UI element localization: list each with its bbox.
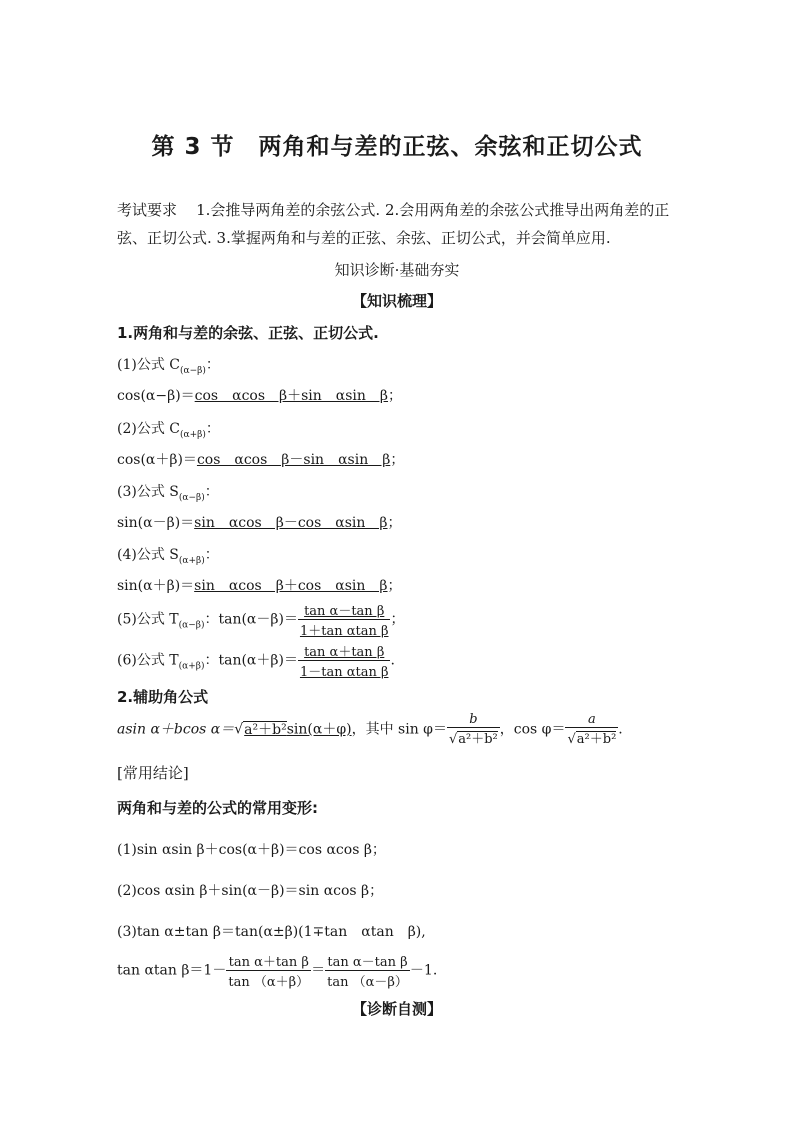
item1-heading: 1.两角和与差的余弦、正弦、正切公式. — [117, 324, 379, 342]
requirements-text: 1.会推导两角差的余弦公式. 2.会用两角差的余弦公式推导出两角差的正弦、正切公式. 3.掌握两角和与差的正弦、余弦、正切公式，并会简单应用. — [117, 201, 670, 247]
section-heading: 知识诊断·基础夯实 — [334, 261, 460, 279]
variant-4-fraction-1: $\frac{\text{tan α＋tan β}}{\tan (\alpha+\beta)}$ — [226, 951, 311, 990]
formula-s-minus: sin(α－β)＝sin αcos β－cos αsin β； — [117, 515, 402, 531]
t-plus-fraction: $\frac{\text{tan α＋tan β}}{\text{1－tan αtan β}}$ — [298, 641, 391, 680]
formula-t-plus: (6)公式 $T_{(\alpha+\beta)}$：tan(α＋β)＝ $\frac{\text{tan α＋tan β}}{\text{1－tan αtan β}}$ . — [117, 641, 395, 680]
formula-t-minus: (5)公式 $T_{(\alpha-\beta)}$：tan(α－β)＝ $\frac{\text{tan α－tan β}}{\text{1＋tan αtan β}}$ ； — [117, 600, 404, 639]
variant-4: tan αtan β＝1－ $\frac{\text{tan α＋tan β}}{\tan (\alpha+\beta)}$ ＝ $\frac{\text{tan α－tan β}}{\tan (\alpha-\beta)}$ －1. — [117, 951, 437, 990]
formula-c-minus: cos(α−β)＝cos αcos β＋sin αsin β； — [117, 388, 403, 404]
variant-1: (1)sin αsin β＋cos(α＋β)＝cos αcos β； — [117, 842, 386, 858]
formula-c-plus: cos(α＋β)＝cos αcos β－sin αsin β； — [117, 452, 405, 468]
formula-c-plus-label: (2)公式 $C_{(\alpha+\beta)}$： — [117, 421, 220, 440]
t-minus-fraction: $\frac{\text{tan α－tan β}}{\text{1＋tan αtan β}}$ — [298, 600, 391, 639]
knowledge-heading: 【知识梳理】 — [351, 292, 442, 310]
formula-s-minus-label: (3)公式 $S_{(\alpha-\beta)}$： — [117, 484, 219, 503]
variant-2: (2)cos αsin β＋sin(α－β)＝sin αcos β； — [117, 883, 384, 899]
aux-sin-fraction: $\frac{b}{\text{√a²＋b²}}$ — [448, 712, 498, 747]
aux-angle-formula: asin α＋bcos α＝√a²＋b²sin(α＋φ)，其中 sin φ＝ $\frac{b}{\text{√a²＋b²}}$ ，cos φ＝ $\frac{a}{\text{√a²＋b²}}$ . — [117, 712, 623, 747]
variant-4-fraction-2: $\frac{\text{tan α－tan β}}{\tan (\alpha-\beta)}$ — [325, 951, 410, 990]
formula-s-plus-label: (4)公式 $S_{(\alpha+\beta)}$： — [117, 547, 219, 566]
sqrt-sign: √ — [234, 721, 244, 738]
variant-3: (3)tan α±tan β＝tan(α±β)(1∓tan αtan β), — [117, 924, 426, 940]
item2-heading: 2.辅助角公式 — [117, 688, 209, 706]
page-title: 第 3 节 两角和与差的正弦、余弦和正切公式 — [151, 134, 643, 160]
diagnosis-heading: 【诊断自测】 — [351, 1000, 442, 1018]
formula-c-minus-label: (1)公式 $C_{(\alpha-\beta)}$： — [117, 357, 220, 376]
requirements-label: 考试要求 — [117, 201, 178, 219]
aux-cos-fraction: $\frac{a}{\text{√a²＋b²}}$ — [567, 712, 617, 747]
formula-s-plus: sin(α＋β)＝sin αcos β＋cos αsin β； — [117, 578, 402, 594]
common-heading: 两角和与差的公式的常用变形: — [117, 799, 318, 817]
common-conclusion-label: [常用结论] — [117, 764, 189, 782]
exam-requirements — [117, 196, 692, 252]
